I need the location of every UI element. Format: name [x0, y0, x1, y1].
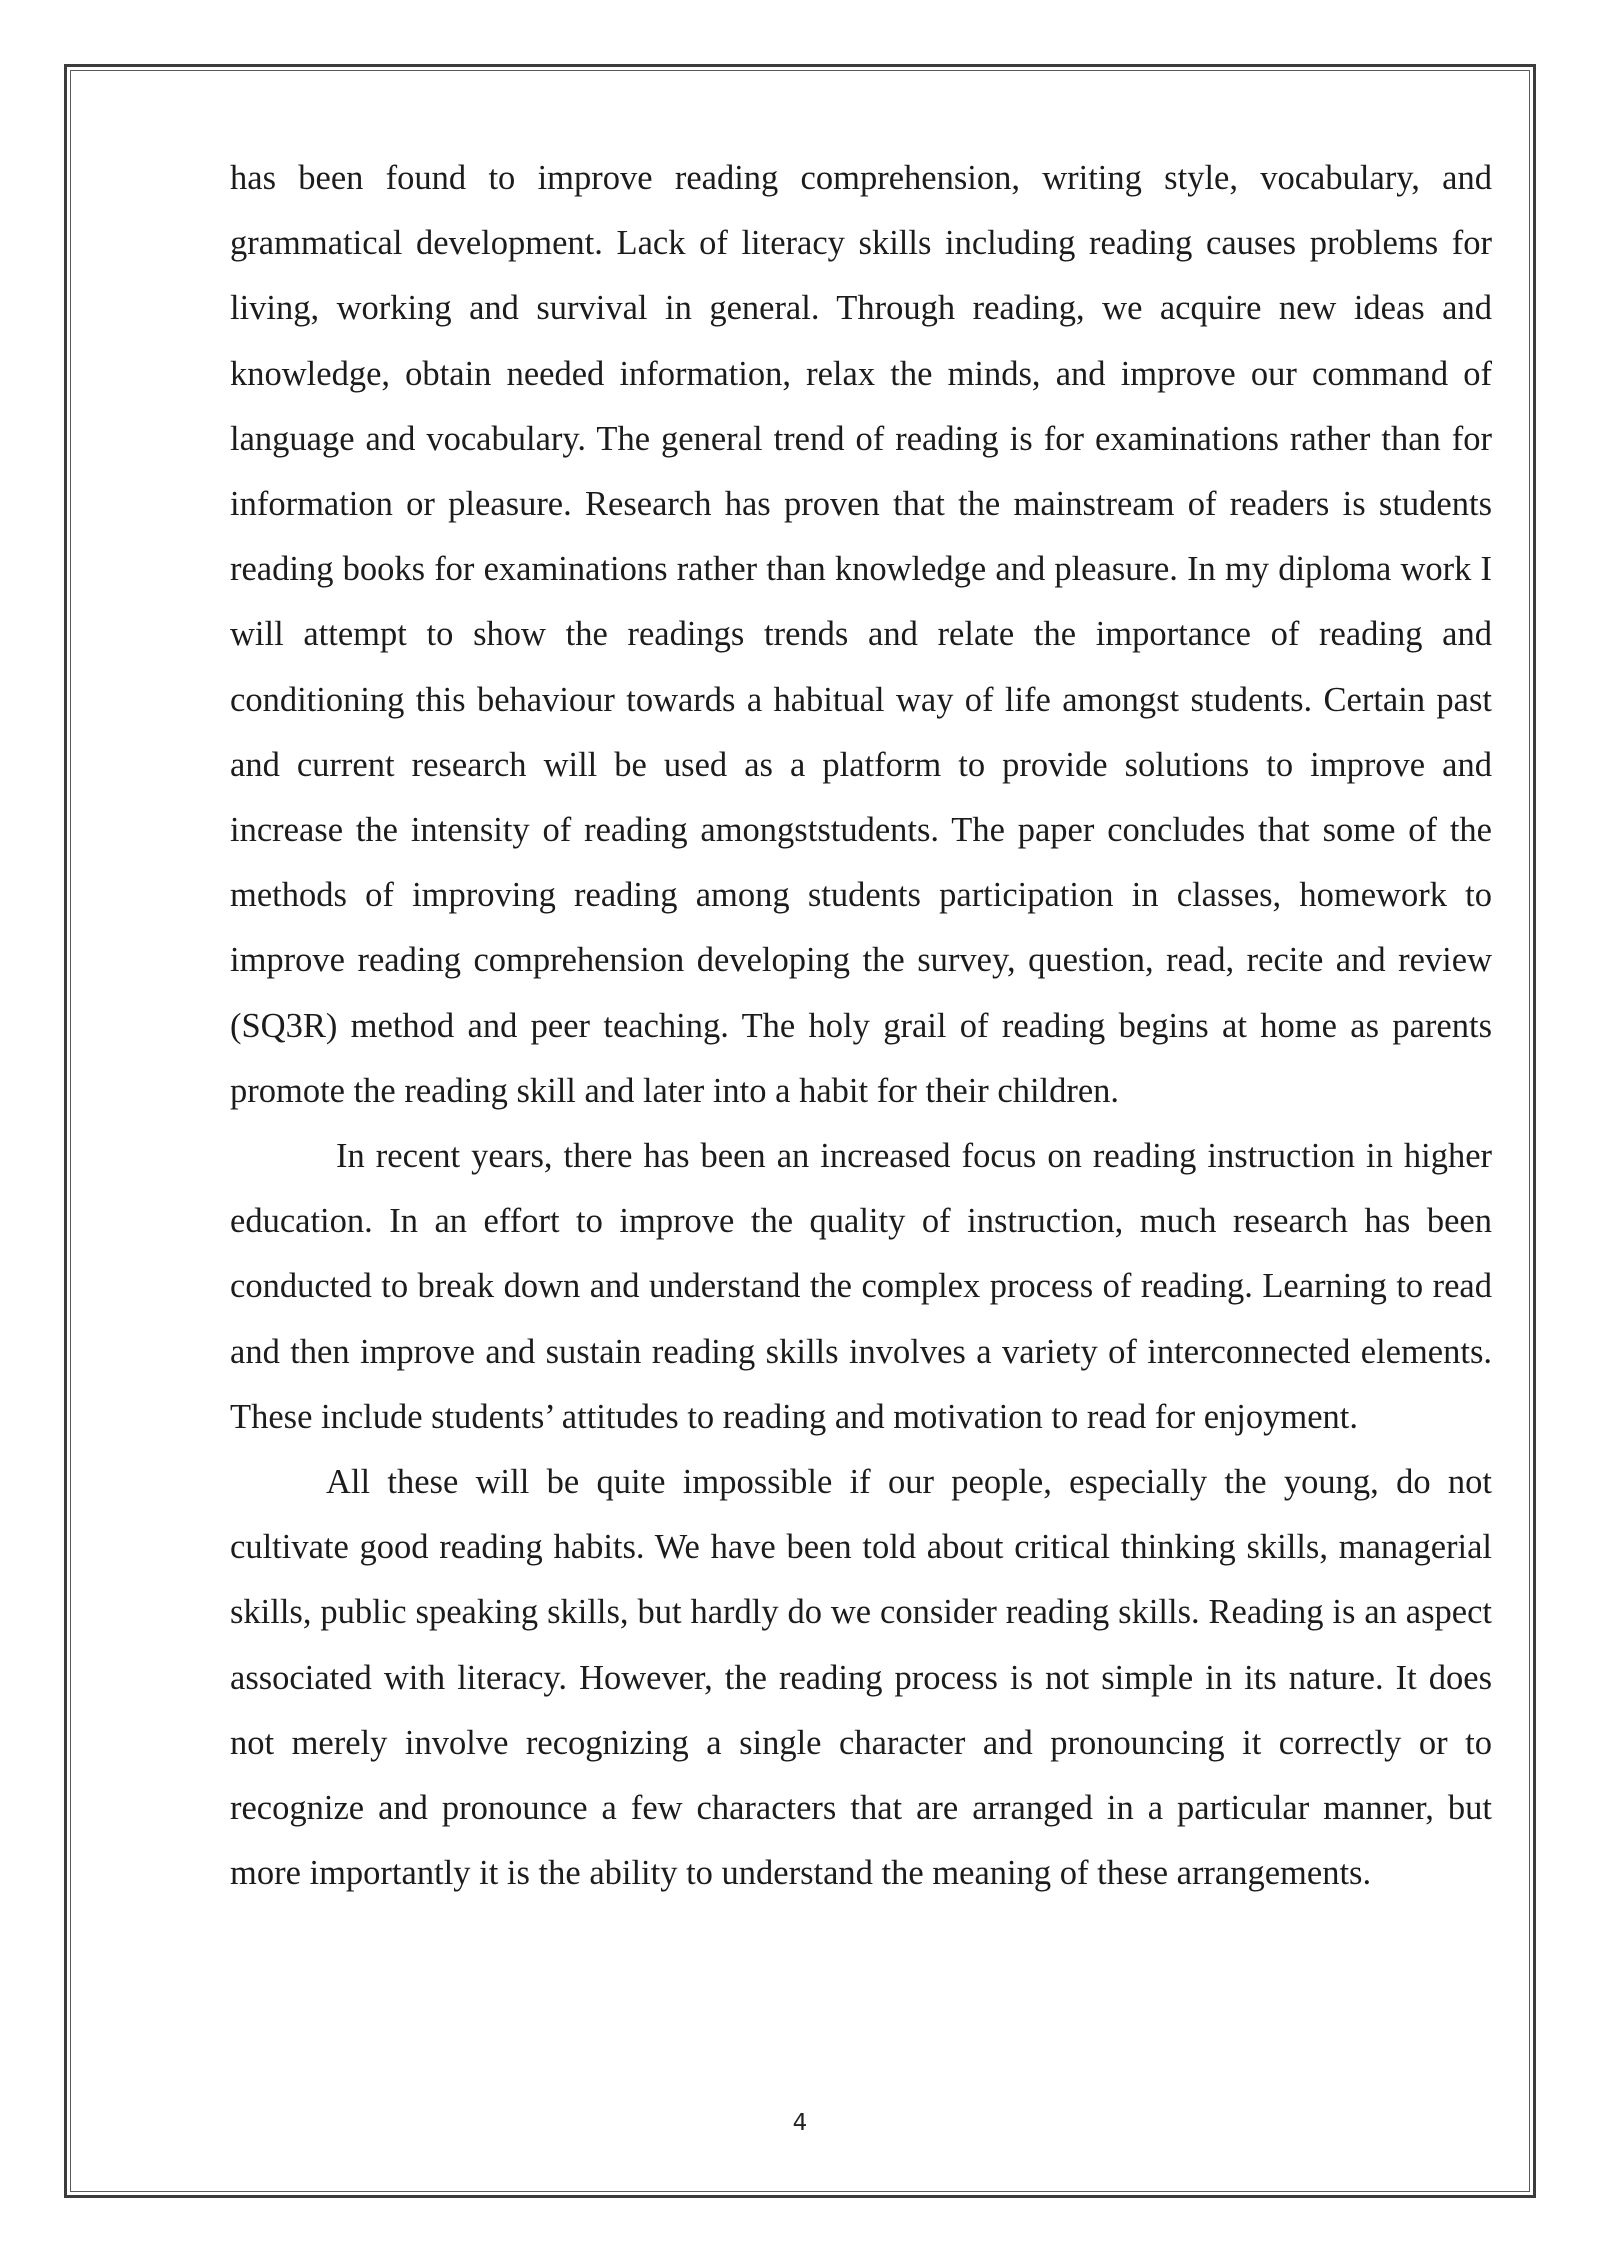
- paragraph-3: All these will be quite impossible if our people, especially the young, do not cultivate good reading habits. We have been told about critical thinking skills, managerial skills, public speaking skills, but hardly do we consider reading skills. Reading is an aspect associated with literacy. However, the reading process is not simple in its nature. It does not merely involve recognizing a single character and pronouncing it correctly or to recognize and pronounce a few characters that are arranged in a particular manner, but more importantly it is the ability to understand the meaning of these arrangements.: [230, 1463, 1492, 1893]
- document-body: [230, 146, 1492, 1906]
- paragraph-2: In recent years, there has been an increased focus on reading instruction in higher education. In an effort to improve the quality of instruction, much research has been conducted to break down and understand the complex process of reading. Learning to read and then improve and sustain reading skills involves a variety of interconnected elements. These include students’ attitudes to reading and motivation to read for enjoyment.: [230, 1137, 1492, 1436]
- paragraph-1: has been found to improve reading comprehension, writing style, vocabulary, and grammatical development. Lack of literacy skills including reading causes problems for living, working and survival in general. Through reading, we acquire new ideas and knowledge, obtain needed information, relax the minds, and improve our command of language and vocabulary. The general trend of reading is for examinations rather than for information or pleasure. Research has proven that the mainstream of readers is students reading books for examinations rather than knowledge and pleasure. In my diploma work I will attempt to show the readings trends and relate the importance of reading and conditioning this behaviour towards a habitual way of life amongst students. Certain past and current research will be used as a platform to provide solutions to improve and increase the intensity of reading amongststudents. The paper concludes that some of the methods of improving reading among students participation in classes, homework to improve reading comprehension developing the survey, question, read, recite and review (SQ3R) method and peer teaching. The holy grail of reading begins at home as parents promote the reading skill and later into a habit for their children.: [230, 159, 1492, 1110]
- page-number: 4: [792, 2110, 808, 2136]
